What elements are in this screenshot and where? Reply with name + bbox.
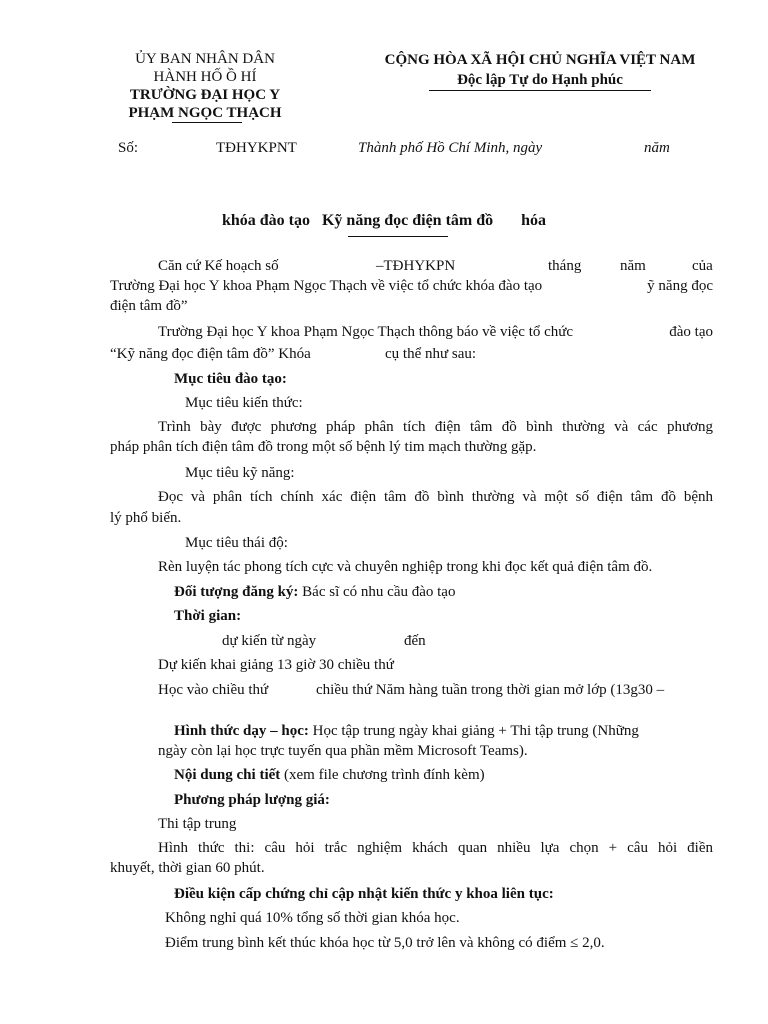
- ky-nang-line1: Đọc và phân tích chính xác điện tâm đồ bình thường và một số điện tâm đồ bệnh: [158, 489, 713, 505]
- issuer-line-4: PHẠM NGỌC THẠCH: [128, 105, 282, 121]
- hinh-thuc-line1: [174, 721, 713, 741]
- kien-thuc-line2: pháp phân tích điện tâm đồ trong một số bệnh lý tim mạch thường gặp.: [110, 439, 537, 455]
- label: Hình thức dạy – học:: [174, 723, 309, 739]
- text: của: [692, 258, 713, 274]
- sub-muc-tieu-ky-nang: Mục tiêu kỹ năng:: [185, 465, 295, 481]
- title-suffix: hóa: [521, 212, 547, 229]
- text: đào tạo: [669, 324, 713, 340]
- title-underline: [348, 236, 448, 237]
- text: tháng: [548, 258, 582, 274]
- year-word: năm: [644, 140, 670, 156]
- text: đến: [404, 633, 426, 649]
- motto-underline: [429, 90, 651, 91]
- sub-muc-tieu-kien-thuc: Mục tiêu kiến thức:: [185, 395, 303, 411]
- national-title: CỘNG HÒA XÃ HỘI CHỦ NGHĨA VIỆT NAM: [384, 52, 696, 68]
- para2-line1: [158, 322, 713, 342]
- issuer-line-1: ỦY BAN NHÂN DÂN: [135, 51, 275, 67]
- value: Học tập trung ngày khai giảng + Thi tập trung (Những: [312, 723, 639, 739]
- noi-dung: [174, 765, 768, 785]
- hinh-thuc-thi-line2: khuyết, thời gian 60 phút.: [110, 860, 265, 876]
- issuer-underline: [172, 122, 242, 123]
- title-main: Kỹ năng đọc điện tâm đồ: [321, 212, 494, 229]
- label: Đối tượng đăng ký:: [174, 584, 299, 600]
- thoi-gian-range: [222, 631, 768, 651]
- title-prefix: khóa đào tạo: [221, 212, 310, 229]
- thoi-gian-label: Thời gian:: [174, 608, 242, 624]
- dieu-kien-2: Điểm trung bình kết thúc khóa học từ 5,0 trở lên và không có điểm ≤ 2,0.: [165, 935, 605, 951]
- luong-gia-label: Phương pháp lượng giá:: [174, 792, 330, 808]
- hinh-thuc-thi-line1: Hình thức thi: câu hỏi trắc nghiệm khách quan nhiều lựa chọn + câu hỏi điền: [158, 840, 713, 856]
- text: Học vào chiều thứ: [158, 682, 269, 698]
- kien-thuc-line1: Trình bày được phương pháp phân tích điện tâm đồ bình thường và các phương: [158, 419, 713, 435]
- text: Trường Đại học Y khoa Phạm Ngọc Thạch về việc tổ chức khóa đào tạo: [110, 278, 543, 294]
- text: ỹ năng đọc: [647, 278, 713, 294]
- doc-number-code: TĐHYKPNT: [216, 140, 297, 156]
- issuer-line-3: TRƯỜNG ĐẠI HỌC Y: [129, 87, 281, 103]
- text: năm: [620, 258, 646, 274]
- issuer-block: [100, 50, 310, 123]
- thai-do-line: Rèn luyện tác phong tích cực và chuyên nghiệp trong khi đọc kết quả điện tâm đồ.: [158, 559, 653, 575]
- text: Căn cứ Kế hoạch số: [158, 258, 279, 274]
- issuer-line-2: HÀNH HỐ Ồ HÍ: [153, 69, 257, 85]
- sub-muc-tieu-thai-do: Mục tiêu thái độ:: [185, 535, 288, 551]
- khai-giang: Dự kiến khai giảng 13 giờ 30 chiều thứ: [158, 657, 394, 673]
- national-motto-block: [360, 50, 720, 91]
- thi-tap-trung: Thi tập trung: [158, 816, 237, 832]
- text: Trường Đại học Y khoa Phạm Ngọc Thạch thông báo về việc tổ chức: [158, 324, 574, 340]
- lich-hoc: [158, 680, 713, 700]
- reference-row: [118, 140, 718, 160]
- para1-line3: điện tâm đồ”: [110, 298, 188, 314]
- label: Nội dung chi tiết: [174, 767, 281, 783]
- ky-nang-line2: lý phổ biến.: [110, 510, 182, 526]
- motto: Độc lập Tự do Hạnh phúc: [457, 72, 623, 88]
- hinh-thuc-line2: ngày còn lại học trực tuyến qua phần mềm Microsoft Teams).: [158, 743, 528, 759]
- value: (xem file chương trình đính kèm): [284, 767, 485, 783]
- dieu-kien-1: Không nghỉ quá 10% tổng số thời gian khóa học.: [165, 910, 460, 926]
- value: Bác sĩ có nhu cầu đào tạo: [302, 584, 456, 600]
- para1-line2: [110, 276, 713, 296]
- dieu-kien-label: Điều kiện cấp chứng chỉ cập nhật kiến thức y khoa liên tục:: [174, 886, 554, 902]
- text: dự kiến từ ngày: [222, 633, 317, 649]
- doi-tuong: [174, 582, 768, 602]
- text: chiều thứ Năm hàng tuần trong thời gian mở lớp (13g30 –: [316, 682, 665, 698]
- text: –TĐHYKPN: [376, 258, 456, 274]
- para2-line2: [110, 344, 713, 364]
- place-date: Thành phố Hồ Chí Minh, ngày: [358, 140, 543, 156]
- text: “Kỹ năng đọc điện tâm đồ” Khóa: [110, 346, 311, 362]
- document-title: [0, 212, 768, 230]
- doc-number-label: Số:: [118, 140, 139, 156]
- section-muc-tieu: Mục tiêu đào tạo:: [174, 371, 287, 387]
- text: cụ thể như sau:: [385, 346, 477, 362]
